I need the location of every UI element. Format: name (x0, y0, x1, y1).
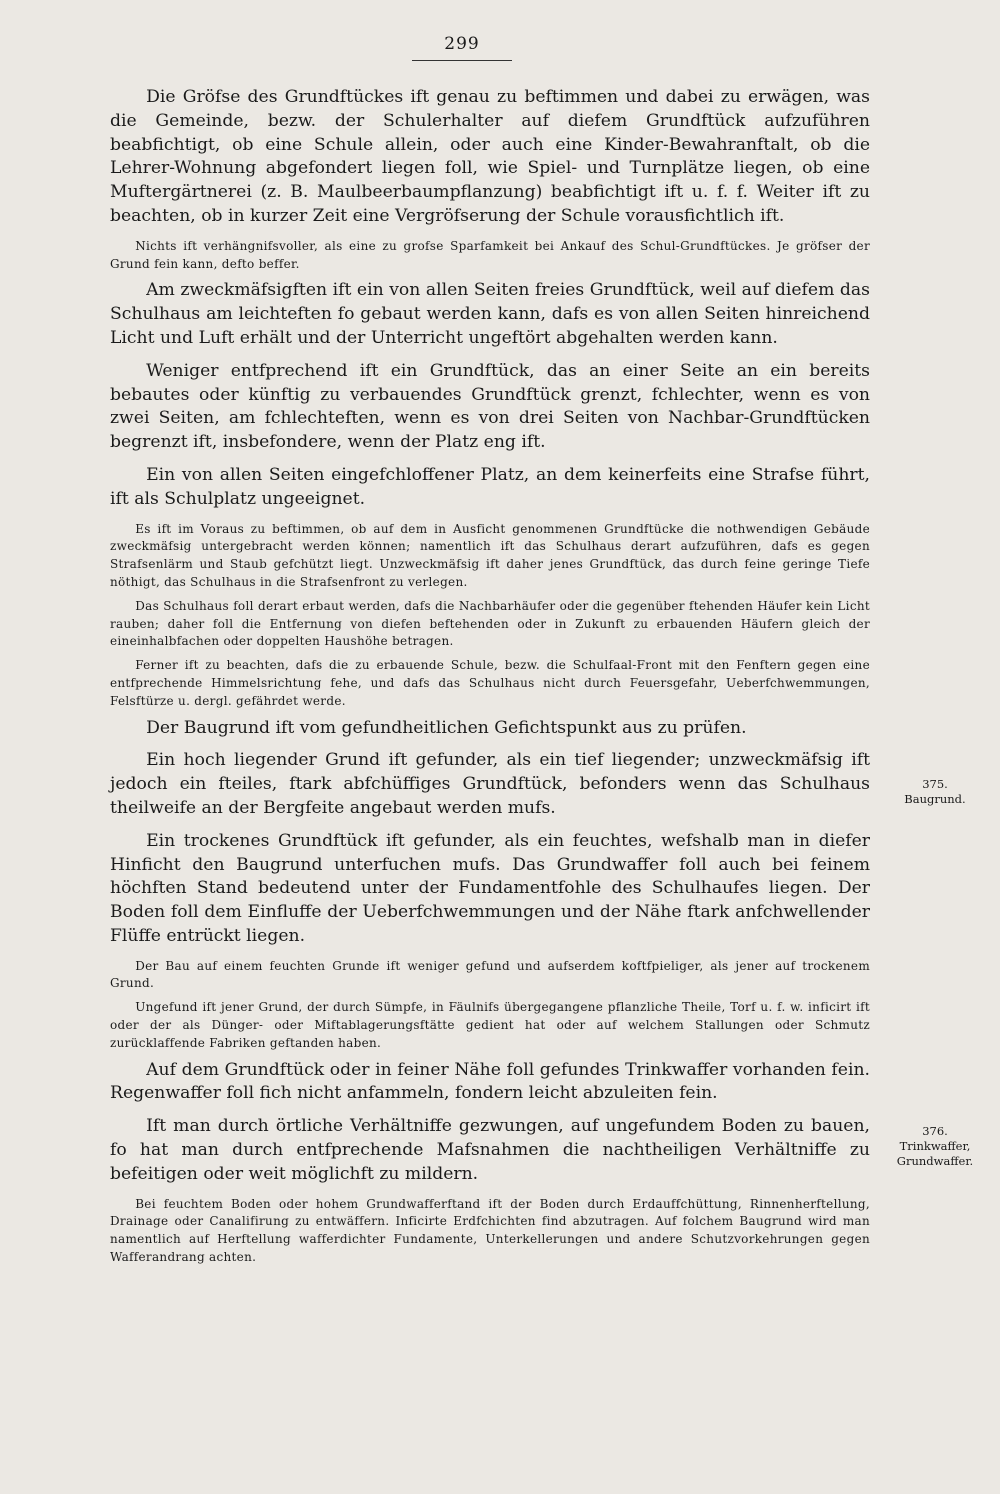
paragraph: Ein hoch liegender Grund ift gefunder, als ein tief liegender; unzweckmäfsig ift jedoch ein fteiles, ftark abfchüffiges Grundftück, befonders wenn das Schulhaus theilweife an der Bergfeite angebaut werden mufs. (110, 750, 870, 818)
footnote-paragraph: Der Bau auf einem feuchten Grunde ift weniger gefund und aufserdem koftfpieliger, als jener auf trockenem Grund. (110, 958, 870, 991)
margin-note-baugrund (880, 777, 990, 807)
footnote-paragraph: Bei feuchtem Boden oder hohem Grundwafferftand ift der Boden durch Erdauffchüttung, Rinnenherftellung, Drainage oder Canalifirung zu entwäffern. Inficirte Erdfchichten find abzutragen. Auf folchem Baugrund wird man namentlich auf Herftellung wafferdichter Fundamente, Unterkellerungen und andere Schutzvorkehrungen gegen Wafferandrang achten. (110, 1196, 870, 1265)
paragraph-trinkwasser: Auf dem Grundftück oder in feiner Nähe foll gefundes Trinkwaffer vorhanden fein. Regenwaffer foll fich nicht anfammeln, fondern leicht abzuleiten fein. (110, 1059, 870, 1104)
paragraph: Die Gröfse des Grundftückes ift genau zu beftimmen und dabei zu erwägen, was die Gemeinde, bezw. der Schulerhalter auf diefem Grundftück aufzuführen beabfichtigt, ob eine Schule allein, oder auch eine Kinder-Bewahranftalt, ob die Lehrer-Wohnung abgefondert liegen foll, wie Spiel- und Turnplätze liegen, ob eine Muftergärtnerei (z. B. Maulbeerbaumpflanzung) beabfichtigt ift u. f. f. Weiter ift zu beachten, ob in kurzer Zeit eine Vergröfserung der Schule vorausfichtlich ift. (110, 87, 870, 226)
margin-note-trinkwasser (880, 1124, 990, 1169)
paragraph: Am zweckmäfsigften ift ein von allen Seiten freies Grundftück, weil auf diefem das Schulhaus am leichteften fo gebaut werden kann, dafs es von allen Seiten hinreichend Licht und Luft erhält und der Unterricht ungeftört abgehalten werden kann. (110, 280, 870, 348)
margin-note-label: Trinkwaffer, Grundwaffer. (896, 1139, 974, 1168)
paragraph: Ein von allen Seiten eingefchloffener Platz, an dem keinerfeits eine Strafse führt, ift als Schulplatz ungeeignet. (110, 464, 870, 509)
footnote-paragraph: Ungefund ift jener Grund, der durch Sümpfe, in Fäulnifs übergegangene pflanzliche Theile, Torf u. f. w. inficirt ift oder der als Dünger- oder Miftablagerungsftätte gedient hat oder auf welchem Stallungen oder Schmutz zurücklaffende Fabriken geftanden haben. (110, 1000, 870, 1050)
text-column (110, 86, 870, 1273)
page-number: 299 (444, 34, 480, 54)
footnote-paragraph: Ferner ift zu beachten, dafs die zu erbauende Schule, bezw. die Schulfaal-Front mit den Fenftern gegen eine entfprechende Himmelsrichtung fehe, und dafs das Schulhaus nicht durch Feuersgefahr, Ueberfchwemmungen, Felsftürze u. dergl. gefährdet werde. (110, 658, 870, 708)
margin-note-label: Baugrund. (904, 792, 966, 806)
page-number-rule (412, 60, 512, 61)
footnote-paragraph: Nichts ift verhängnifsvoller, als eine zu grofse Sparfamkeit bei Ankauf des Schul-Grundftückes. Je gröfser der Grund fein kann, defto beffer. (110, 238, 870, 271)
footnote-paragraph: Es ift im Voraus zu beftimmen, ob auf dem in Ausficht genommenen Grundftücke die nothwendigen Gebäude zweckmäfsig untergebracht werden können; namentlich ift das Schulhaus derart aufzuführen, dafs es gegen Strafsenlärm und Staub gefchützt liegt. Unzweckmäfsig ift daher jenes Grundftück, das durch feine geringe Tiefe nöthigt, das Schulhaus in die Strafsenfront zu verlegen. (110, 521, 870, 589)
paragraph-baugrund: Der Baugrund ift vom gefundheitlichen Gefichtspunkt aus zu prüfen. (146, 717, 747, 738)
footnote-paragraph: Das Schulhaus foll derart erbaut werden, dafs die Nachbarhäufer oder die gegenüber ftehenden Häufer kein Licht rauben; daher foll die Entfernung von diefen beftehenden oder in Zukunft zu erbauenden Häufern gleich der eineinhalbfachen oder doppelten Haushöhe betragen. (110, 598, 870, 649)
margin-note-number: 376. (922, 1124, 948, 1138)
paragraph: Ift man durch örtliche Verhältniffe gezwungen, auf ungefundem Boden zu bauen, fo hat man durch entfprechende Mafsnahmen die nachtheiligen Verhältniffe zu befeitigen oder weit möglichft zu mildern. (110, 1116, 870, 1184)
paragraph: Ein trockenes Grundftück ift gefunder, als ein feuchtes, wefshalb man in diefer Hinficht den Baugrund unterfuchen mufs. Das Grundwaffer foll auch bei feinem höchften Stand bedeutend unter der Fundamentfohle des Schulhaufes liegen. Der Boden foll dem Einfluffe der Ueberfchwemmungen und der Nähe ftark anfchwellender Flüffe entrückt liegen. (110, 830, 870, 946)
paragraph: Weniger entfprechend ift ein Grundftück, das an einer Seite an ein bereits bebautes oder künftig zu verbauendes Grundftück grenzt, fchlechter, wenn es von zwei Seiten, am fchlechteften, wenn es von drei Seiten von Nachbar-Grundftücken begrenzt ift, insbefondere, wenn der Platz eng ift. (110, 360, 870, 453)
margin-note-number: 375. (922, 777, 948, 791)
